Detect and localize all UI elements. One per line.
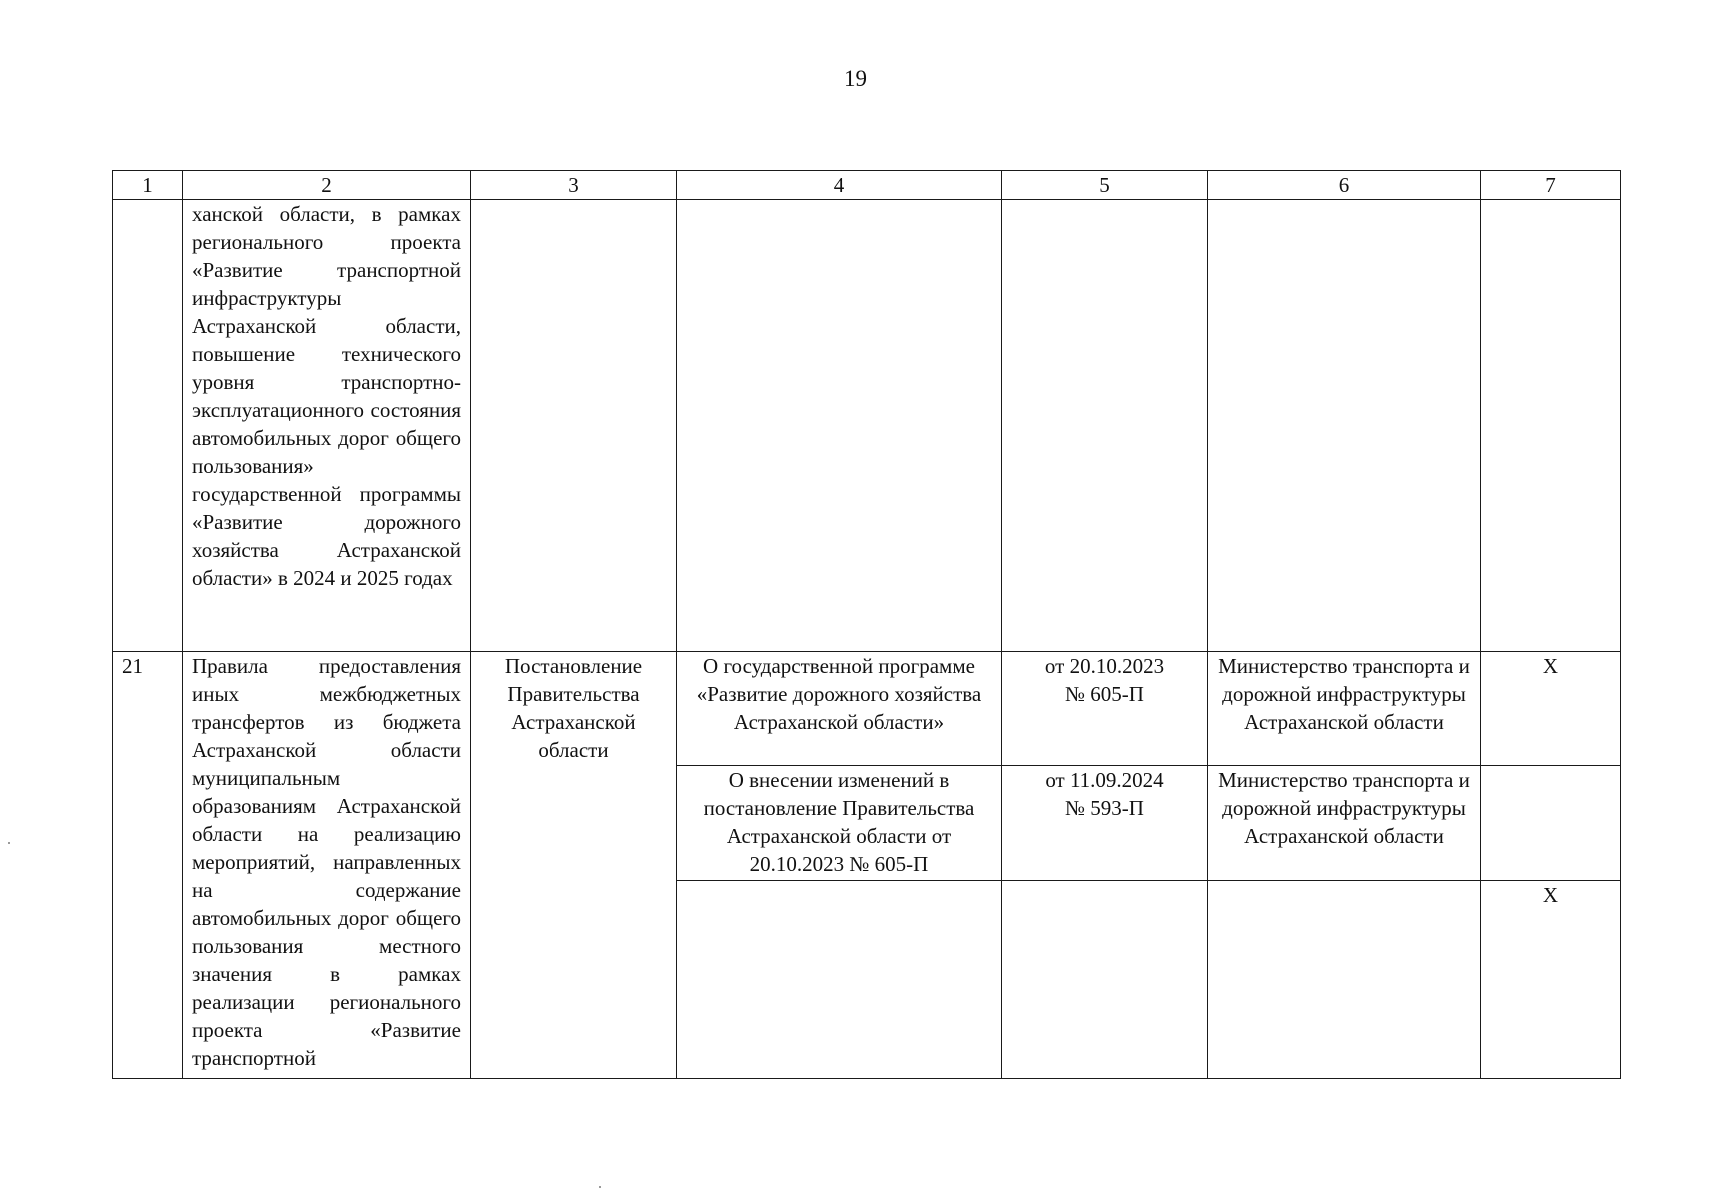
act-type-cell: Постановление Правительства Астраханской области bbox=[471, 652, 677, 1079]
act-title-cell bbox=[677, 881, 1002, 1079]
header-cell: 3 bbox=[471, 171, 677, 200]
act-number: № 593-П bbox=[1065, 796, 1144, 820]
scan-speck bbox=[599, 1186, 601, 1188]
header-cell: 7 bbox=[1481, 171, 1621, 200]
table-row bbox=[113, 200, 1621, 652]
act-date: от 20.10.2023 bbox=[1044, 654, 1165, 678]
act-date-cell bbox=[1002, 766, 1208, 881]
legal-acts-table bbox=[112, 170, 1621, 1079]
act-title-cell: О внесении изменений в постановление Правительства Астраханской области от 20.10.2023 № 605-П bbox=[677, 766, 1002, 881]
row-number-cell: 21 bbox=[113, 652, 183, 1079]
responsible-cell: Министерство транспорта и дорожной инфраструктуры Астраханской области bbox=[1208, 652, 1481, 766]
header-cell: 1 bbox=[113, 171, 183, 200]
table-header-row bbox=[113, 171, 1621, 200]
act-title-cell: О государственной программе «Развитие дорожного хозяйства Астраханской области» bbox=[677, 652, 1002, 766]
responsible-cell bbox=[1208, 881, 1481, 1079]
act-title-cell bbox=[677, 200, 1002, 652]
act-name-cell: Правила предоставления иных межбюджетных трансфертов из бюджета Астраханской области муниципальным образованиям Астраханской области на реализацию мероприятий, направленных на содержание автомобильных дорог общего пользования местного значения в рамках реализации регионального проекта «Развитие транспортной bbox=[183, 652, 471, 1079]
act-date-cell bbox=[1002, 200, 1208, 652]
scan-speck bbox=[8, 842, 10, 844]
mark-cell bbox=[1481, 766, 1621, 881]
act-number: № 605-П bbox=[1065, 682, 1144, 706]
mark-cell: Х bbox=[1481, 652, 1621, 766]
mark-cell: Х bbox=[1481, 881, 1621, 1079]
responsible-cell: Министерство транспорта и дорожной инфраструктуры Астраханской области bbox=[1208, 766, 1481, 881]
mark-cell bbox=[1481, 200, 1621, 652]
header-cell: 2 bbox=[183, 171, 471, 200]
act-type-cell bbox=[471, 200, 677, 652]
row-number-cell bbox=[113, 200, 183, 652]
act-name-cell: ханской области, в рамках регионального проекта «Развитие транспортной инфраструктуры Астраханской области, повышение технического уровня транспортно-эксплуатационного состояния автомобильных дорог общего пользования» государственной программы «Развитие дорожного хозяйства Астраханской области» в 2024 и 2025 годах bbox=[183, 200, 471, 652]
act-date-cell bbox=[1002, 881, 1208, 1079]
header-cell: 4 bbox=[677, 171, 1002, 200]
table-row bbox=[113, 652, 1621, 766]
responsible-cell bbox=[1208, 200, 1481, 652]
act-date-cell bbox=[1002, 652, 1208, 766]
header-cell: 5 bbox=[1002, 171, 1208, 200]
page-number: 19 bbox=[844, 66, 867, 91]
act-date: от 11.09.2024 bbox=[1045, 768, 1164, 792]
header-cell: 6 bbox=[1208, 171, 1481, 200]
